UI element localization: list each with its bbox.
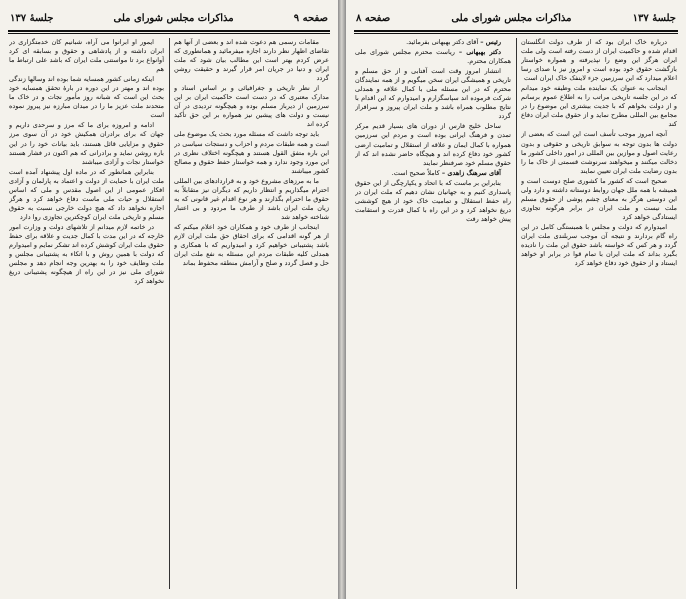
header-rule xyxy=(354,30,678,32)
speech-paragraph xyxy=(355,67,511,121)
paragraph: امیدوارم که دولت و مجلس با همبستگی کامل در این راه گام بردارند و نتیجه آن موجب سربلندی ملت ایران گردد و هر کس که خواسته باشد حقوق این ملت را نادیده بگیرد بداند که ملت ایران با تمام قوا در برابر او خواهد ایستاد و از حقوق خود دفاع خواهد کرد xyxy=(521,222,677,268)
header-rule xyxy=(8,30,330,32)
page-header xyxy=(10,10,328,26)
column-divider xyxy=(169,38,170,589)
page-header xyxy=(356,10,676,26)
header-title: مذاکرات مجلس شورای ملی xyxy=(113,12,234,24)
speech-paragraph xyxy=(355,179,511,224)
book-gutter xyxy=(338,0,346,599)
left-page xyxy=(0,0,338,599)
session-number: جلسهٔ ۱۳۷ xyxy=(632,12,676,24)
speech-paragraph xyxy=(355,48,511,66)
speech-text: کاملاً صحیح است. xyxy=(391,168,440,177)
speaker-name: رئیس – xyxy=(480,38,501,46)
header-title: مذاکرات مجلس شورای ملی xyxy=(451,12,572,24)
paragraph: درباره خاک ایران بود که از طرف دولت انگلستان اقدام شده و حاکمیت ایران از دست رفته است ولی ملت ایران هرگز این وضع را نپذیرفته و همواره خواستار بازگشت حقوق خود بوده است و امروز نیز با صدای رسا اعلام میدارد که این سرزمین جزء لاینفک خاک ایران است xyxy=(521,38,677,83)
paragraph: آنچه امروز موجب تأسف است این است که بعضی از دولت ها بدون توجه به سوابق تاریخی و حقوقی و بدون رعایت اصول و موازین بین المللی در امور داخلی کشور ما دخالت میکنند و میخواهند سرنوشت قسمتی از خاک ما را بدون رضایت ملت ایران تعیین نمایند xyxy=(521,130,677,175)
paragraph: در خاتمه لازم میدانم از تلاشهای دولت و وزارت امور خارجه که در این مدت با کمال جدیت و علاقه برای حفظ حقوق ملت ایران کوشش کرده اند تشکر نمایم و امیدوارم که دولت با همین روش و با اتکاء به پشتیبانی مجلس و ملت وظایف خود را به بهترین وجه انجام دهد و مجلس شورای ملی نیز در این راه از هیچگونه پشتیبانی دریغ نخواهد کرد xyxy=(9,222,164,286)
paragraph: ادامه و امروزه برای ما که مرز و سرحدی داریم و جهان که برای برادران همکیش خود در آن سوی مرز حقوق و مزایایی قائل هستند، باید بیانات خود را در این باره روشن نماید و برادرانی که هم اکنون در فشار هستند خواستار نجات و آزادی میباشند xyxy=(9,121,164,166)
speech-text: ریاست محترم مجلس شورای ملی همکاران محترم. xyxy=(355,48,511,66)
paragraph: مقامات رسمی هم دعوت شده اند و بعضی از آنها هم تقاضای اظهار نظر دارند اجازه میفرمائید و همانطوری که عرض کردم بهتر است این مطالب بیان شود که ملت ایران و دنیا در جریان امر قرار گیرند و حقیقت روشن گردد xyxy=(174,38,329,83)
page-number: صفحه ۹ xyxy=(293,12,328,24)
paragraph: باید توجه داشت که مسئله مورد بحث یک موضوع ملی است و همه طبقات مردم و احزاب و دستجات سیاسی در این باره متفق القول هستند و هیچگونه اختلاف نظری در این مورد وجود ندارد و همه خواستار حفظ حقوق و مصالح کشور میباشند xyxy=(174,130,329,175)
column-divider xyxy=(516,38,517,589)
paragraph: ایمور او ابرانوا می آراه، شبانیم کان خدمتگزاری در ابران داشته و از پادشاهی و حقوق و بسابقه ای کرد آوانواع برد تا مواستنی ملت ایران که باشد علی ارتباط ما هم xyxy=(9,38,164,74)
speech-paragraph xyxy=(355,122,511,167)
text-column-left xyxy=(174,38,329,593)
session-number: جلسهٔ ۱۳۷ xyxy=(10,12,54,24)
text-column-right xyxy=(9,38,164,593)
page-number: صفحه ۸ xyxy=(356,12,391,24)
text-column-right xyxy=(355,38,511,593)
speech-paragraph xyxy=(355,38,511,47)
speech-text: انتشار امروز وقت است آفتابی و از حق مسلم و تاریخی و همیشگی ایران سخن میگویم و از همه نمایندگان محترم که در این مسئله ملی با کمال علاقه و همدلی شرکت فرموده اند سپاسگزارم و امیدوارم که این اقدام با نتایج مطلوب همراه باشد و ملت ایران پیروز و سرافراز گردد xyxy=(355,67,511,121)
paragraph: از نظر تاریخی و جغرافیائی و بر اساس اسناد و مدارک معتبری که در دست است حاکمیت ایران بر این سرزمین از دیرباز مسلم بوده و هیچگونه تردیدی در آن نیست و دولت های پیشین نیز همواره بر این حق تأکید کرده اند xyxy=(174,84,329,129)
speech-paragraph xyxy=(355,169,511,178)
header-rule-thin xyxy=(354,33,678,34)
paragraph: اینکه زمانی کشور همسایه شما بوده اند وسالها زندگی بوده اند و مهتر در این دوره در بارهٔ تحقق همسایه خود بحث این است که شبانه روز مأمور نجات و در خاک ما متحدند ملت عزیز ما را در میدان مبارزه نیز پیروز نموده است xyxy=(9,75,164,120)
paragraph: ما به مرزهای مشروع خود و به قراردادهای بین المللی احترام میگذاریم و انتظار داریم که دیگران نیز متقابلاً به حقوق ما احترام بگذارند و هر نوع اقدام غیر قانونی که به زیان ملت ایران باشد از طرف ما مردود و بی اعتبار شناخته خواهد شد xyxy=(174,176,329,221)
speaker-name: آقای سرهنگ زاهدی – xyxy=(441,168,501,177)
speaker-name: دکتر بهبهانی – xyxy=(458,48,501,57)
text-column-left xyxy=(521,38,677,593)
paragraph: صحیح است که کشور ما کشوری صلح دوست است و همیشه با همه ملل جهان روابط دوستانه داشته و دارد ولی این دوستی هرگز به معنای چشم پوشی از حقوق مسلم ملت نیست و ملت ایران در برابر هرگونه تجاوزی ایستادگی خواهد کرد xyxy=(521,176,677,221)
speech-text: آقای دکتر بهبهانی بفرمائید. xyxy=(406,38,479,46)
header-rule-thin xyxy=(8,33,330,34)
paragraph: اینجانب به عنوان یک نماینده ملت وظیفه خود میدانم که در این جلسه تاریخی مراتب را به اطلاع عموم برسانم و از دولت بخواهم که با جدیت بیشتری این موضوع را در مجامع بین المللی مطرح نماید و از حقوق ملت ایران دفاع کند xyxy=(521,84,677,129)
paragraph: اینجانب از طرف خود و همکاران خود اعلام میکنم که از هر گونه اقدامی که برای احقاق حق ملت ایران لازم باشد پشتیبانی خواهیم کرد و امیدواریم که با همکاری و همدلی کلیه طبقات مردم این مسئله به نفع ملت ایران حل و فصل گردد و صلح و آرامش منطقه محفوظ بماند xyxy=(174,222,329,268)
speech-text: بنابراین بر ماست که با اتحاد و یکپارچگی از این حقوق پاسداری کنیم و به جهانیان نشان دهیم که ملت ایران در راه حفظ استقلال و تمامیت خاک خود از هیچ کوششی دریغ نخواهد کرد و در این راه با کمال قدرت و استقامت پیش خواهد رفت xyxy=(355,178,511,223)
speech-text: ساحل خلیج فارس از دوران های بسیار قدیم مرکز تمدن و فرهنگ ایرانی بوده است و مردم این سرزمین همواره با کمال ایمان و علاقه از استقلال و تمامیت ارضی کشور خود دفاع کرده اند و هیچگاه حاضر نشده اند که از حقوق مسلم خود صرفنظر نمایند xyxy=(355,122,511,167)
right-page xyxy=(346,0,686,599)
paragraph: بنابراین همانطور که در ماده اول پیشنهاد آمده است ملت ایران با حمایت از دولت و اعتماد به پارلمان و آزادی افکار عمومی از این اصول مقدس و ملی که اساس استقلال و حیات ملی ماست دفاع خواهد کرد و هرگز اجازه نخواهد داد که هیچ دولت خارجی نسبت به حقوق مسلم و تاریخی ملت ایران کوچکترین تجاوزی روا دارد xyxy=(9,167,164,221)
